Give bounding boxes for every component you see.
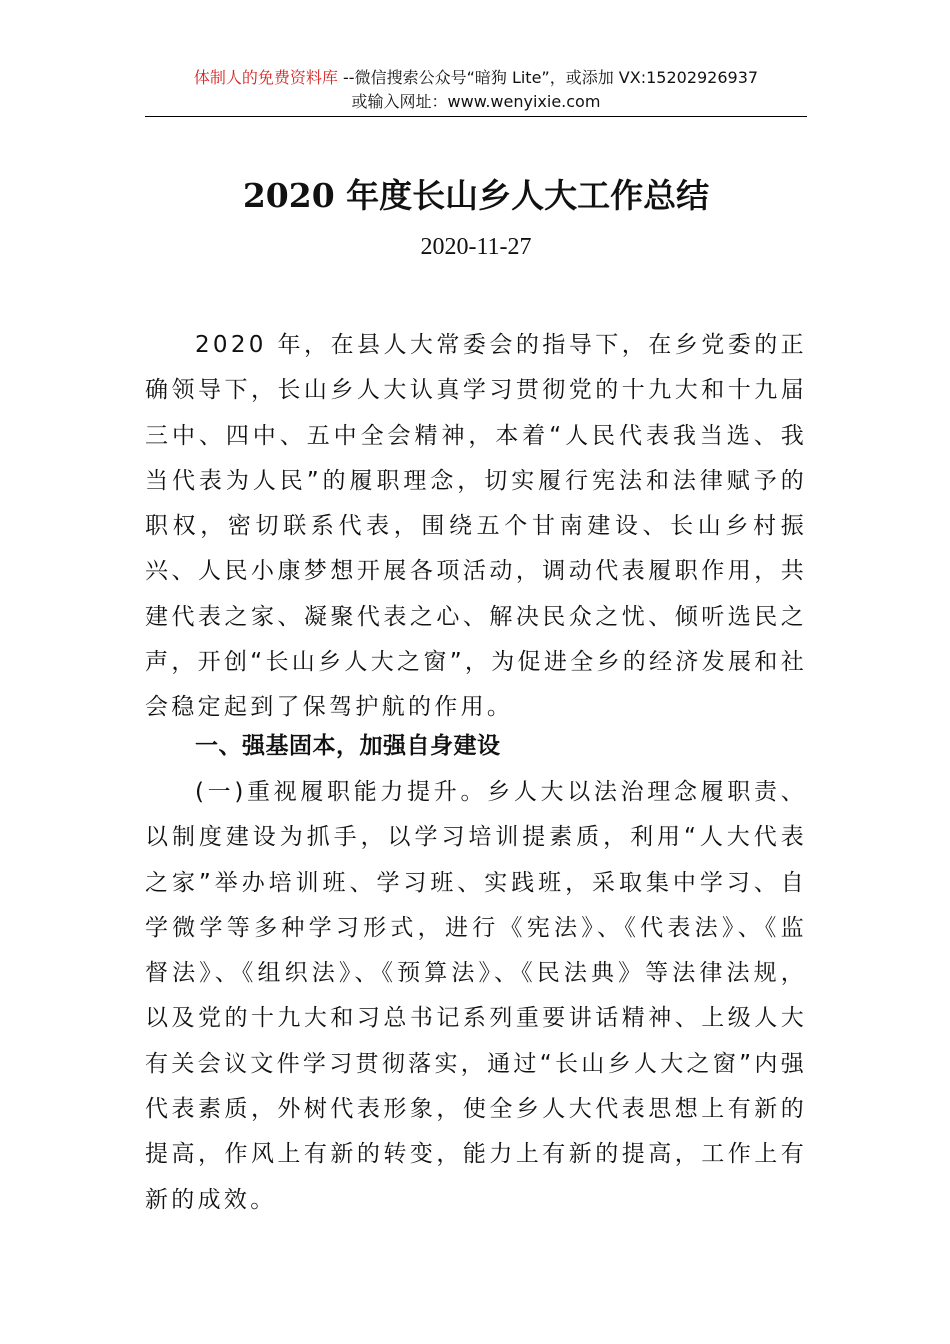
- section-heading-1: 一、强基固本，加强自身建设: [195, 733, 501, 759]
- header-line-1: [145, 66, 807, 90]
- page-header: [145, 66, 807, 114]
- document-date: 2020-11-27: [420, 234, 532, 260]
- paragraph-intro: 2020 年，在县人大常委会的指导下，在乡党委的正确领导下，长山乡人大认真学习贯彻党的十九大和十九届三中、四中、五中全会精神，本着“人民代表我当选、我当代表为人民”的履职理念，切实履行宪法和法律赋予的职权，密切联系代表，围绕五个甘南建设、长山乡村振兴、人民小康梦想开展各项活动，调动代表履职作用，共建代表之家、凝聚代表之心、解决民众之忧、倾听选民之声，开创“长山乡人大之窗”，为促进全乡的经济发展和社会稳定起到了保驾护航的作用。: [145, 332, 807, 721]
- document-title: 2020 年度长山乡人大工作总结: [242, 176, 710, 215]
- header-line-2: 或输入网址：www.wenyixie.com: [351, 92, 601, 111]
- paragraph-section-1-1: (一)重视履职能力提升。乡人大以法治理念履职责、以制度建设为抓手，以学习培训提素质，利用“人大代表之家”举办培训班、学习班、实践班，采取集中学习、自学微学等多种学习形式，进行《宪法》、《代表法》、《监督法》、《组织法》、《预算法》、《民法典》等法律法规，以及党的十九大和习总书记系列重要讲话精神、上级人大有关会议文件学习贯彻落实，通过“长山乡人大之窗”内强代表素质，外树代表形象，使全乡人大代表思想上有新的提高，作风上有新的转变，能力上有新的提高，工作上有新的成效。: [145, 779, 807, 1213]
- header-contact: --微信搜索公众号“暗狗 Lite”，或添加 VX:15202926937: [337, 68, 759, 87]
- header-brand: 体制人的免费资料库: [193, 68, 338, 87]
- header-divider: [145, 116, 807, 117]
